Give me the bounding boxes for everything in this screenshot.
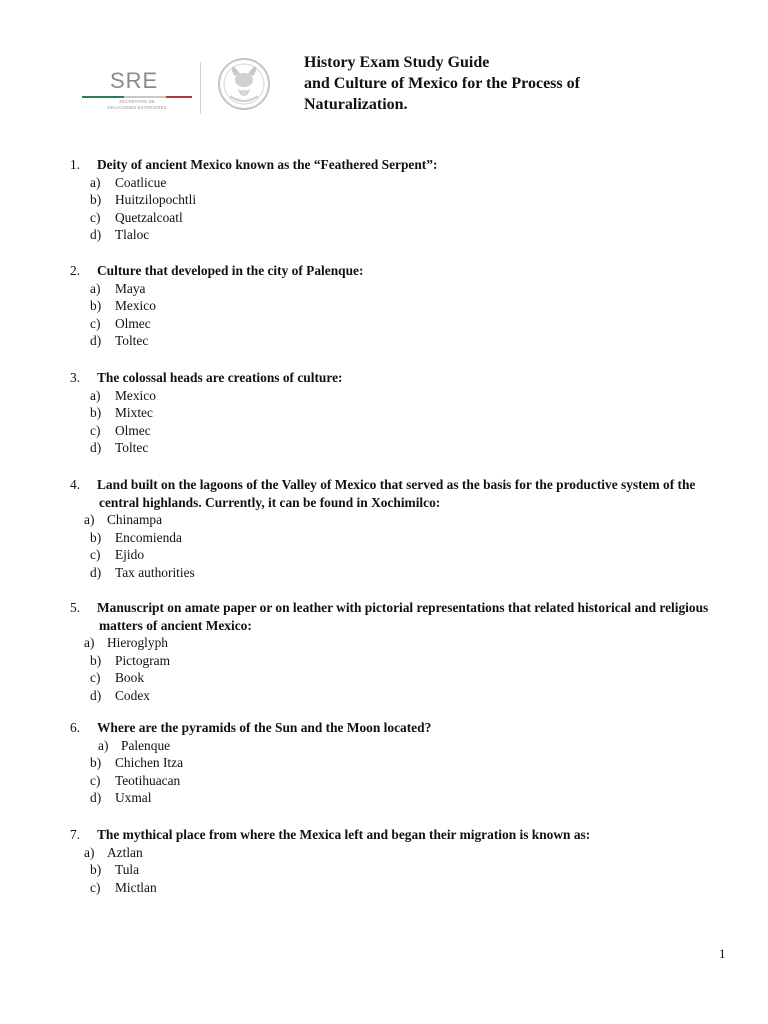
option-b xyxy=(70,652,708,670)
option-d xyxy=(70,332,363,350)
question-1 xyxy=(70,156,437,244)
option-text: Chichen Itza xyxy=(115,755,184,771)
question-text-continued: matters of ancient Mexico: xyxy=(99,617,252,633)
question-text: Where are the pyramids of the Sun and the Moon located? xyxy=(97,720,432,735)
logo-divider xyxy=(200,62,201,114)
question-number: 1. xyxy=(70,157,81,172)
option-letter: b) xyxy=(90,529,102,545)
option-d xyxy=(70,687,708,705)
sre-logo-subtitle xyxy=(82,99,192,111)
option-a xyxy=(70,737,431,755)
option-letter: a) xyxy=(98,737,109,753)
question-text-continued: central highlands. Currently, it can be found in Xochimilco: xyxy=(99,494,441,510)
option-text: Mictlan xyxy=(115,879,157,895)
question-text: Land built on the lagoons of the Valley of Mexico that served as the basis for the productive system of the xyxy=(97,477,696,492)
option-letter: b) xyxy=(90,652,102,668)
question-stem xyxy=(70,369,342,387)
option-text: Olmec xyxy=(115,315,151,331)
question-number: 3. xyxy=(70,370,81,385)
sre-logo-subtitle-line2: RELACIONES EXTERIORES xyxy=(107,105,167,110)
option-c xyxy=(70,315,363,333)
question-text: Deity of ancient Mexico known as the “Feathered Serpent”: xyxy=(97,157,438,172)
option-letter: d) xyxy=(90,564,102,580)
option-text: Mexico xyxy=(115,387,156,403)
option-c xyxy=(70,772,431,790)
option-letter: a) xyxy=(90,174,101,190)
question-text: The mythical place from where the Mexica left and began their migration is known as: xyxy=(97,827,591,842)
option-text: Tax authorities xyxy=(115,564,195,580)
option-d xyxy=(70,789,431,807)
option-letter: c) xyxy=(90,772,101,788)
question-number: 2. xyxy=(70,263,81,278)
question-4 xyxy=(70,476,695,582)
option-letter: b) xyxy=(90,755,102,771)
question-text: Culture that developed in the city of Palenque: xyxy=(97,263,364,278)
option-letter: a) xyxy=(90,280,101,296)
option-text: Tula xyxy=(115,862,140,878)
option-letter: d) xyxy=(90,333,102,349)
option-letter: d) xyxy=(90,227,102,243)
title-line-2: and Culture of Mexico for the Process of xyxy=(304,75,580,92)
option-text: Huitzilopochtli xyxy=(115,192,197,208)
option-c xyxy=(70,209,437,227)
option-letter: c) xyxy=(90,315,101,331)
question-number: 7. xyxy=(70,827,81,842)
option-letter: d) xyxy=(90,440,102,456)
option-letter: a) xyxy=(90,387,101,403)
option-a xyxy=(70,387,342,405)
question-text: Manuscript on amate paper or on leather with pictorial representations that related historical and religious xyxy=(97,600,709,615)
question-stem xyxy=(70,719,431,737)
title-line-3: Naturalization. xyxy=(304,96,408,113)
option-b xyxy=(70,861,590,879)
option-text: Teotihuacan xyxy=(115,772,181,788)
option-a xyxy=(70,280,363,298)
option-text: Toltec xyxy=(115,440,149,456)
question-7 xyxy=(70,826,590,896)
option-text: Quetzalcoatl xyxy=(115,209,183,225)
option-letter: c) xyxy=(90,547,101,563)
option-d xyxy=(70,439,342,457)
option-letter: c) xyxy=(90,670,101,686)
document-title xyxy=(304,52,580,115)
option-letter: b) xyxy=(90,192,102,208)
option-a xyxy=(70,511,695,529)
option-letter: a) xyxy=(84,635,95,651)
option-c xyxy=(70,879,590,897)
option-d xyxy=(70,564,695,582)
question-stem xyxy=(70,599,708,617)
option-letter: c) xyxy=(90,422,101,438)
option-c xyxy=(70,669,708,687)
page-number: 1 xyxy=(719,946,726,961)
option-c xyxy=(70,546,695,564)
option-text: Aztlan xyxy=(107,844,143,860)
option-c xyxy=(70,422,342,440)
option-letter: d) xyxy=(90,687,102,703)
option-letter: c) xyxy=(90,209,101,225)
option-text: Uxmal xyxy=(115,790,152,806)
option-text: Pictogram xyxy=(115,652,171,668)
option-a xyxy=(70,174,437,192)
option-text: Codex xyxy=(115,687,150,703)
option-letter: b) xyxy=(90,862,102,878)
option-letter: d) xyxy=(90,790,102,806)
option-text: Tlaloc xyxy=(115,227,150,243)
question-6 xyxy=(70,719,431,807)
title-line-1: History Exam Study Guide xyxy=(304,54,490,71)
question-5 xyxy=(70,599,708,705)
option-letter: a) xyxy=(84,844,95,860)
question-number: 6. xyxy=(70,720,81,735)
option-text: Mexico xyxy=(115,298,156,314)
sre-logo xyxy=(82,68,192,118)
option-b xyxy=(70,297,363,315)
option-text: Chinampa xyxy=(107,512,163,528)
sre-logo-text: SRE xyxy=(110,68,159,93)
option-b xyxy=(70,754,431,772)
option-d xyxy=(70,226,437,244)
mexico-seal-icon xyxy=(216,54,272,114)
option-text: Palenque xyxy=(121,737,171,753)
question-stem xyxy=(70,262,363,280)
option-text: Mixtec xyxy=(115,405,153,421)
option-b xyxy=(70,191,437,209)
option-text: Hieroglyph xyxy=(107,635,168,651)
question-2 xyxy=(70,262,363,350)
sre-logo-subtitle-line1: SECRETARÍA DE xyxy=(119,99,155,104)
option-text: Coatlicue xyxy=(115,174,167,190)
question-stem xyxy=(70,826,590,844)
option-text: Olmec xyxy=(115,422,151,438)
option-letter: b) xyxy=(90,298,102,314)
option-b xyxy=(70,529,695,547)
question-number: 4. xyxy=(70,477,81,492)
option-b xyxy=(70,404,342,422)
question-stem xyxy=(70,476,695,494)
option-text: Toltec xyxy=(115,333,149,349)
option-a xyxy=(70,844,590,862)
option-letter: a) xyxy=(84,512,95,528)
logo-stripe-white xyxy=(124,96,166,98)
logo-stripe-red xyxy=(166,96,192,98)
question-number: 5. xyxy=(70,600,81,615)
option-text: Ejido xyxy=(115,547,145,563)
question-text: The colossal heads are creations of culture: xyxy=(97,370,343,385)
question-stem xyxy=(70,156,437,174)
option-text: Maya xyxy=(115,280,146,296)
option-letter: b) xyxy=(90,405,102,421)
question-3 xyxy=(70,369,342,457)
option-text: Book xyxy=(115,670,145,686)
logo-stripe-green xyxy=(82,96,124,98)
option-letter: c) xyxy=(90,879,101,895)
option-a xyxy=(70,634,708,652)
option-text: Encomienda xyxy=(115,529,182,545)
document-header xyxy=(0,0,768,130)
